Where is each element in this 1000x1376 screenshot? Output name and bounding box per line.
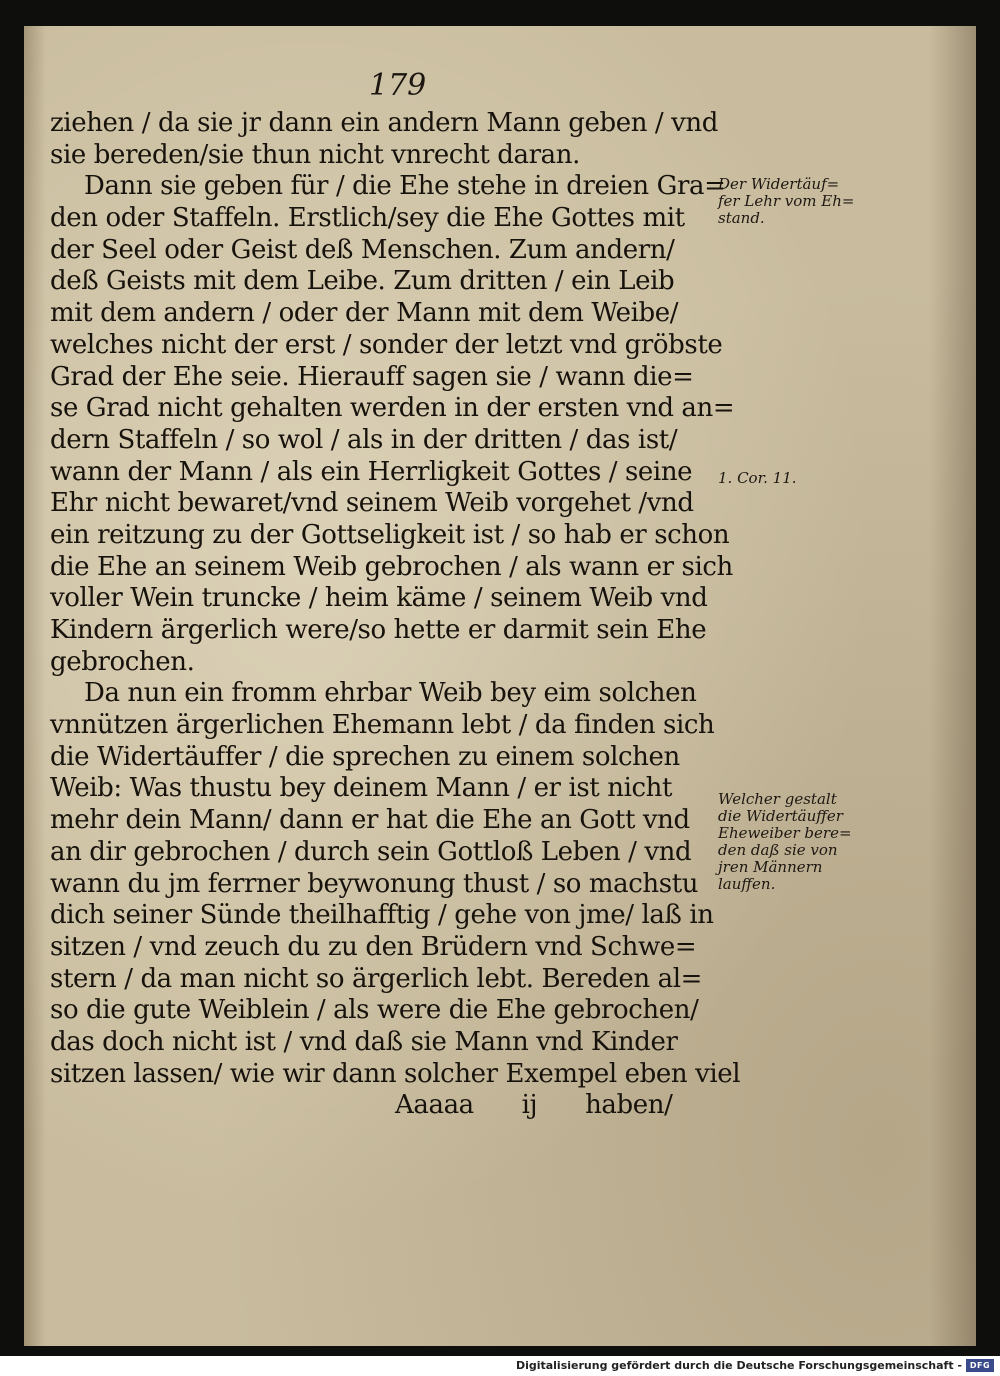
text-line: stern / da man nicht so ärgerlich lebt. Bereden al= [50, 963, 703, 994]
text-line: sie bereden/sie thun nicht vnrecht daran. [50, 139, 580, 170]
text-line: vnnützen ärgerlichen Ehemann lebt / da finden sich [50, 710, 715, 741]
text-line: die Widertäuffer / die sprechen zu einem solchen [50, 741, 680, 772]
text-line: sitzen lassen/ wie wir dann solcher Exempel eben viel [50, 1058, 741, 1089]
margin-note-persuasion [718, 791, 878, 893]
text-line: Dann sie geben für / die Ehe stehe in dreien Gra= [84, 171, 726, 202]
text-line: se Grad nicht gehalten werden in der ersten vnd an= [50, 393, 735, 424]
text-line: Grad der Ehe seie. Hierauff sagen sie / wann die= [50, 361, 694, 392]
margin-note-line: stand. [718, 209, 765, 227]
margin-note-line: die Widertäuffer [718, 807, 843, 825]
margin-note-line: Der Widertäuf= [718, 175, 840, 193]
text-line: so die gute Weiblein / als were die Ehe gebrochen/ [50, 995, 699, 1026]
margin-note-line: den daß sie von [718, 841, 838, 859]
text-line: Ehr nicht bewaret/vnd seinem Weib vorgehet /vnd [50, 488, 694, 519]
text-line: gebrochen. [50, 646, 195, 677]
text-line: die Ehe an seinem Weib gebrochen / als wann er sich [50, 551, 733, 582]
text-line: Kindern ärgerlich were/so hette er darmit sein Ehe [50, 615, 707, 645]
book-page [24, 26, 976, 1346]
text-line: dern Staffeln / so wol / als in der dritten / das ist/ [50, 424, 678, 455]
text-line: ein reitzung zu der Gottseligkeit ist / so hab er schon [50, 519, 730, 550]
text-line: welches nicht der erst / sonder der letzt vnd gröbste [50, 329, 723, 360]
text-line: den oder Staffeln. Erstlich/sey die Ehe Gottes mit [50, 203, 685, 234]
margin-note-line: Eheweiber bere= [718, 824, 852, 842]
text-line: sitzen / vnd zeuch du zu den Brüdern vnd Schwe= [50, 931, 697, 962]
text-line: wann du jm ferrner beywonung thust / so machstu [50, 868, 699, 899]
margin-note-bible-reference [718, 470, 878, 487]
text-line: das doch nicht ist / vnd daß sie Mann vnd Kinder [50, 1026, 678, 1057]
page-number: 179 [369, 68, 427, 103]
text-line: ziehen / da sie jr dann ein andern Mann geben / vnd [50, 108, 719, 138]
margin-note-line: Welcher gestalt [718, 790, 837, 808]
catchword-line: Aaaaa ij haben/ [395, 1090, 673, 1121]
margin-note-line: lauffen. [718, 875, 776, 893]
text-line: der Seel oder Geist deß Menschen. Zum andern/ [50, 234, 675, 265]
text-line: Da nun ein fromm ehrbar Weib bey eim solchen [84, 678, 697, 709]
text-line: deß Geists mit dem Leibe. Zum dritten / ein Leib [50, 266, 675, 297]
margin-note-line: jren Männern [718, 858, 823, 876]
dfg-logo-icon: DFG [966, 1359, 994, 1372]
text-line: Weib: Was thustu bey deinem Mann / er ist nicht [50, 773, 673, 804]
footer-bar [0, 1356, 1000, 1376]
text-line: mit dem andern / oder der Mann mit dem Weibe/ [50, 298, 679, 329]
text-line: dich seiner Sünde theilhafftig / gehe von jme/ laß in [50, 900, 714, 931]
main-text-block [50, 108, 750, 1122]
text-line: an dir gebrochen / durch sein Gottloß Leben / vnd [50, 836, 692, 867]
margin-note-line: fer Lehr vom Eh= [718, 192, 855, 210]
text-line: mehr dein Mann/ dann er hat die Ehe an Gott vnd [50, 805, 690, 836]
funding-credit: Digitalisierung gefördert durch die Deutsche Forschungsgemeinschaft - [515, 1359, 962, 1372]
margin-note-anabaptist-marriage [718, 176, 878, 227]
text-line: wann der Mann / als ein Herrligkeit Gottes / seine [50, 456, 693, 487]
text-line: voller Wein truncke / heim käme / seinem Weib vnd [50, 583, 708, 614]
margin-note-line: 1. Cor. 11. [718, 469, 797, 487]
